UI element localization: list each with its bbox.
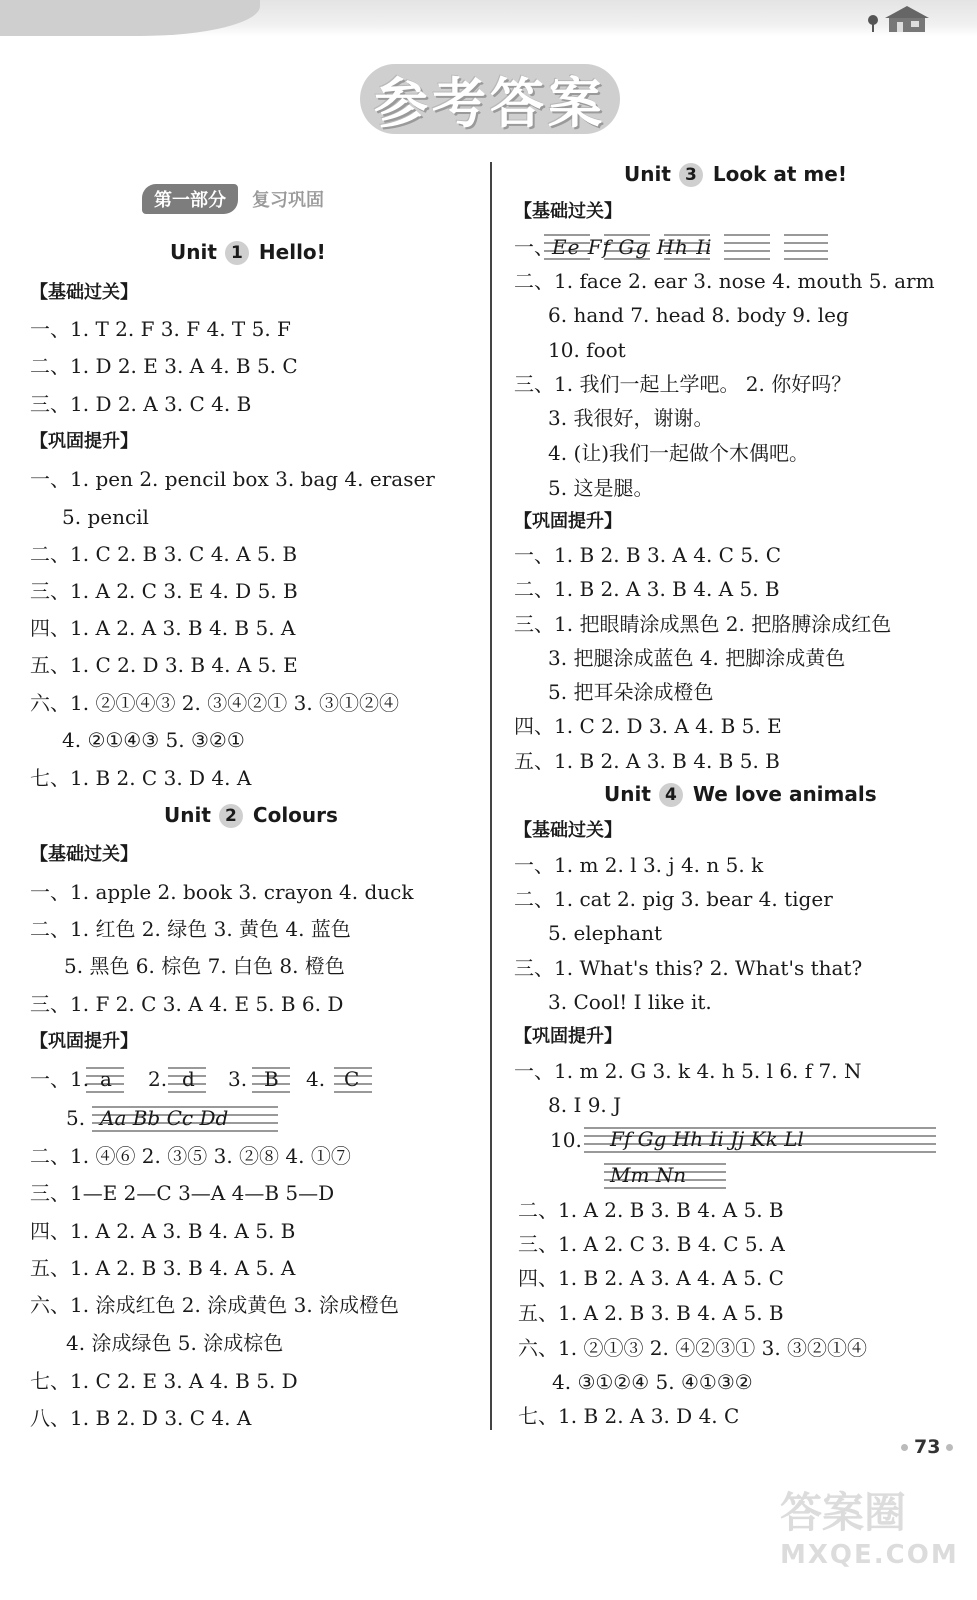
answer-line: 二、1. face 2. ear 3. nose 4. mouth 5. arm — [514, 269, 935, 293]
item-prefix: 4. — [306, 1067, 326, 1091]
section-label: 【基础过关】 — [30, 844, 138, 865]
watermark-text: 答案圈 — [780, 1488, 907, 1537]
unit-4-heading — [604, 780, 877, 808]
answer-line: 3. 我很好，谢谢。 — [548, 406, 714, 430]
unit-number-badge: 1 — [225, 241, 249, 265]
dot-icon — [946, 1444, 953, 1451]
answer-line: 二、1. B 2. A 3. B 4. A 5. B — [514, 577, 780, 601]
answer-line: 六、1. ②①③ 2. ④②③① 3. ③②①④ — [518, 1336, 868, 1360]
answer-line: 四、1. B 2. A 3. A 4. A 5. C — [518, 1266, 784, 1290]
answer-line: 三、1. D 2. A 3. C 4. B — [30, 392, 252, 416]
column-divider — [490, 162, 492, 1430]
answer-line: 5. 这是腿。 — [548, 476, 654, 500]
handwriting-answer: Ff Gg Hh Ii Jj Kk Ll — [610, 1127, 804, 1151]
answer-line: 一、1. B 2. B 3. A 4. C 5. C — [514, 543, 782, 567]
unit-name: We love animals — [692, 782, 877, 806]
section-label: 【巩固提升】 — [30, 431, 138, 452]
item-prefix: 5. — [66, 1106, 86, 1130]
answer-line: 8. I 9. J — [548, 1093, 622, 1117]
answer-line: 5. elephant — [548, 921, 663, 945]
part-heading — [142, 184, 324, 214]
item-prefix: 一、1. — [30, 1067, 90, 1091]
unit-name: Look at me! — [712, 162, 847, 186]
part-subtitle: 复习巩固 — [252, 190, 324, 211]
answer-line: 4. (让)我们一起做个木偶吧。 — [548, 441, 810, 465]
unit-2-heading — [164, 801, 338, 829]
answer-line: 二、1. A 2. B 3. B 4. A 5. B — [518, 1198, 784, 1222]
answer-line: 四、1. C 2. D 3. A 4. B 5. E — [514, 714, 782, 738]
unit-label: Unit — [604, 782, 651, 806]
answer-line: 5. pencil — [62, 505, 149, 529]
answer-line: 三、1. A 2. C 3. B 4. C 5. A — [518, 1232, 785, 1256]
answer-line: 六、1. 涂成红色 2. 涂成黄色 3. 涂成橙色 — [30, 1293, 400, 1317]
handwriting-answer: Aa Bb Cc Dd — [100, 1106, 229, 1130]
answer-line: 5. 把耳朵涂成橙色 — [548, 680, 714, 704]
answer-line: 八、1. B 2. D 3. C 4. A — [30, 1406, 252, 1430]
top-wave-decoration — [0, 0, 260, 36]
answer-line: 二、1. ④⑥ 2. ③⑤ 3. ②⑧ 4. ①⑦ — [30, 1144, 351, 1168]
answer-line: 二、1. 红色 2. 绿色 3. 黄色 4. 蓝色 — [30, 917, 351, 941]
answer-line: 一、1. m 2. G 3. k 4. h 5. l 6. f 7. N — [514, 1059, 862, 1083]
answer-line: 4. 涂成绿色 5. 涂成棕色 — [66, 1331, 284, 1355]
page-title-banner — [360, 64, 620, 134]
answer-line: 四、1. A 2. A 3. B 4. B 5. A — [30, 616, 296, 640]
handwriting-answer: B — [264, 1067, 279, 1091]
item-prefix: 10. — [550, 1128, 582, 1152]
unit-label: Unit — [624, 162, 671, 186]
unit-number-badge: 2 — [219, 804, 243, 828]
unit-number-badge: 3 — [679, 163, 703, 187]
answer-line: 三、1—E 2—C 3—A 4—B 5—D — [30, 1181, 335, 1205]
unit-label: Unit — [170, 240, 217, 264]
handwriting-answer: a — [100, 1067, 112, 1091]
watermark-url: MXQE.COM — [780, 1540, 959, 1570]
handwriting-answer: C — [344, 1067, 360, 1091]
answer-line: 七、1. B 2. C 3. D 4. A — [30, 766, 252, 790]
handwriting-answer: Ee Ff Gg Hh Ii — [552, 235, 713, 259]
answer-line: 五、1. C 2. D 3. B 4. A 5. E — [30, 653, 298, 677]
house-icon — [867, 4, 937, 32]
section-label: 【基础过关】 — [514, 820, 622, 841]
answer-line: 三、1. F 2. C 3. A 4. E 5. B 6. D — [30, 992, 344, 1016]
unit-name: Hello! — [258, 240, 326, 264]
answer-line: 五、1. A 2. B 3. B 4. A 5. A — [30, 1256, 296, 1280]
answer-line: 5. 黑色 6. 棕色 7. 白色 8. 橙色 — [64, 954, 345, 978]
answer-line: 三、1. 我们一起上学吧。 2. 你好吗？ — [514, 372, 852, 396]
answer-line: 10. foot — [548, 338, 626, 362]
section-label: 【基础过关】 — [30, 282, 138, 303]
answer-line: 二、1. cat 2. pig 3. bear 4. tiger — [514, 887, 833, 911]
part-badge: 第一部分 — [142, 184, 238, 214]
item-prefix: 一、 — [514, 235, 554, 259]
answer-line: 3. 把腿涂成蓝色 4. 把脚涂成黄色 — [548, 646, 846, 670]
unit-name: Colours — [252, 803, 338, 827]
answer-line: 一、1. apple 2. book 3. crayon 4. duck — [30, 880, 414, 904]
answer-line-handwriting — [30, 1066, 89, 1092]
handwriting-answer: Mm Nn — [610, 1163, 687, 1187]
section-label: 【巩固提升】 — [30, 1031, 138, 1052]
answer-line: 五、1. B 2. A 3. B 4. B 5. B — [514, 749, 780, 773]
answer-line: 一、1. T 2. F 3. F 4. T 5. F — [30, 317, 291, 341]
item-prefix: 3. — [228, 1067, 248, 1091]
answer-line: 一、1. m 2. l 3. j 4. n 5. k — [514, 853, 764, 877]
answer-line: 一、1. pen 2. pencil box 3. bag 4. eraser — [30, 467, 435, 491]
answer-line: 四、1. A 2. A 3. B 4. A 5. B — [30, 1219, 296, 1243]
answer-line: 二、1. C 2. B 3. C 4. A 5. B — [30, 542, 298, 566]
section-label: 【巩固提升】 — [514, 511, 622, 532]
answer-line: 六、1. ②①④③ 2. ③④②① 3. ③①②④ — [30, 691, 400, 715]
answer-line: 三、1. 把眼睛涂成黑色 2. 把胳膊涂成红色 — [514, 612, 892, 636]
unit-1-heading — [170, 238, 326, 266]
page-number — [895, 1436, 959, 1458]
page-title: 参考答案 — [374, 71, 606, 135]
answer-line: 三、1. What's this? 2. What's that? — [514, 956, 863, 980]
unit-number-badge: 4 — [659, 783, 683, 807]
answer-line: 二、1. D 2. E 3. A 4. B 5. C — [30, 354, 298, 378]
answer-line: 七、1. B 2. A 3. D 4. C — [518, 1404, 740, 1428]
watermark — [780, 1480, 960, 1590]
section-label: 【基础过关】 — [514, 201, 622, 222]
answer-line: 4. ③①②④ 5. ④①③② — [552, 1370, 753, 1394]
unit-3-heading — [624, 160, 847, 188]
answer-line: 七、1. C 2. E 3. A 4. B 5. D — [30, 1369, 298, 1393]
section-label: 【巩固提升】 — [514, 1026, 622, 1047]
answer-line: 6. hand 7. head 8. body 9. leg — [548, 303, 849, 327]
dot-icon — [901, 1444, 908, 1451]
item-prefix: 2. — [148, 1067, 168, 1091]
handwriting-answer: d — [182, 1067, 195, 1091]
top-decorative-band — [0, 0, 977, 36]
answer-line: 三、1. A 2. C 3. E 4. D 5. B — [30, 579, 298, 603]
answer-line: 五、1. A 2. B 3. B 4. A 5. B — [518, 1301, 784, 1325]
answer-line: 3. Cool! I like it. — [548, 990, 712, 1014]
answer-line: 4. ②①④③ 5. ③②① — [62, 728, 245, 752]
unit-label: Unit — [164, 803, 211, 827]
page-number-text: 73 — [914, 1436, 941, 1458]
